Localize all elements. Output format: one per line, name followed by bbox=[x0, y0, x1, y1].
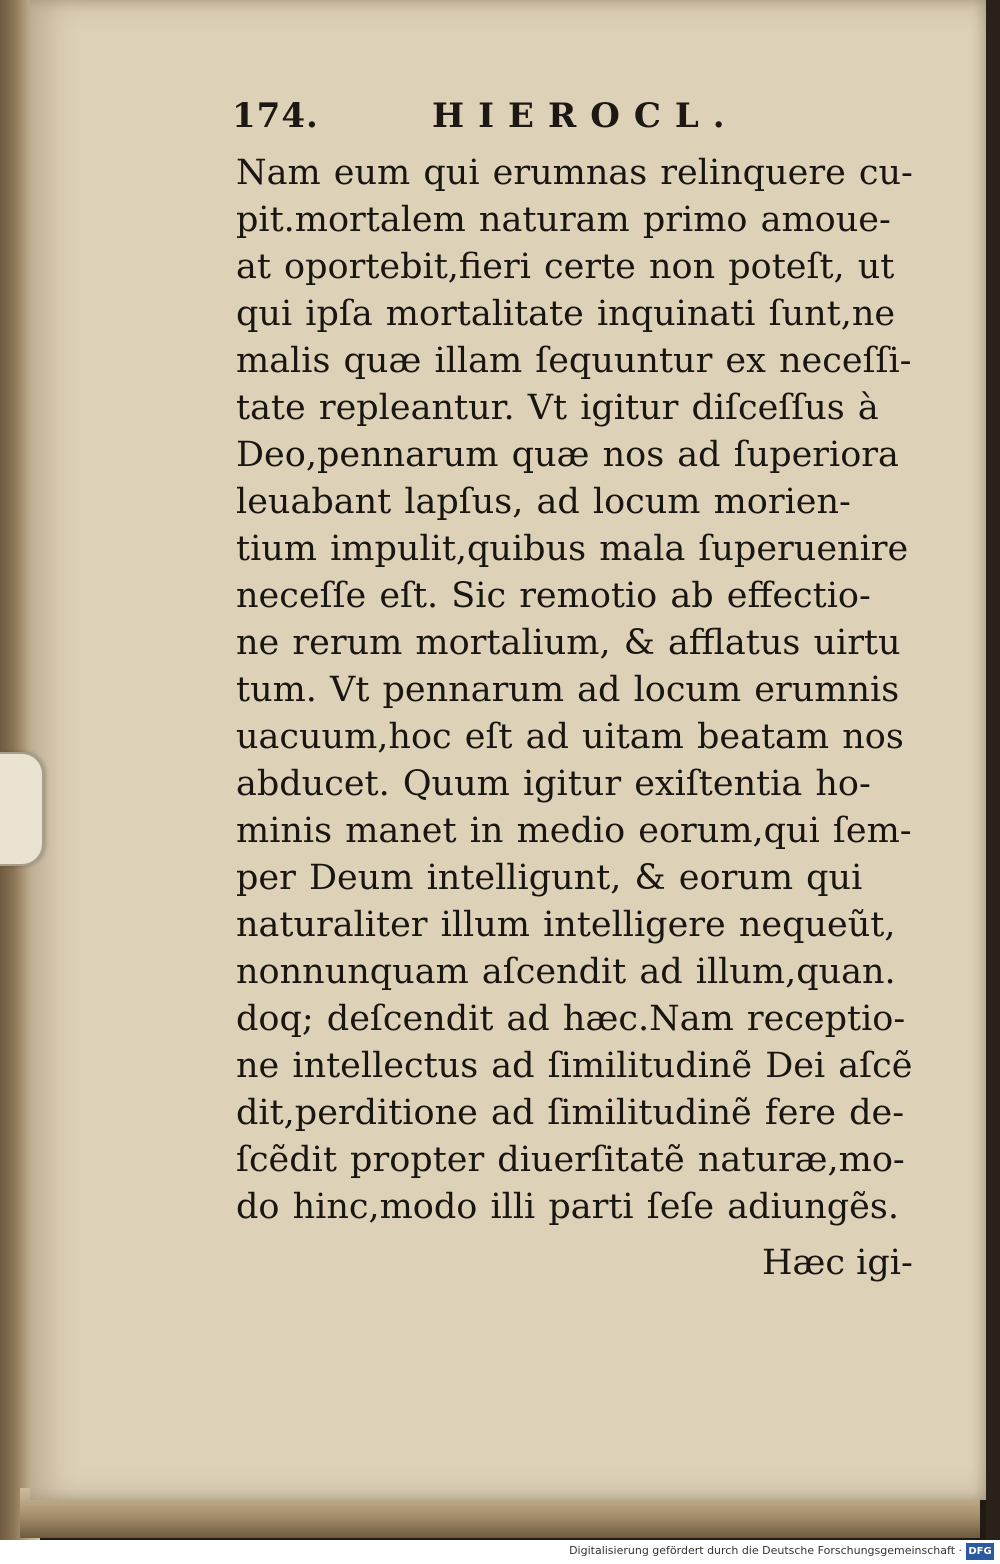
text-line: do hinc,modo illi parti ſeſe adiungẽs. bbox=[236, 1187, 899, 1227]
text-line: Deo,pennarum quæ nos ad ſuperiora bbox=[236, 435, 899, 475]
page-tab bbox=[0, 752, 44, 866]
text-line: Nam eum qui erumnas relinquere cu- bbox=[236, 153, 913, 193]
text-line: ne rerum mortalium, & afflatus uirtu bbox=[236, 623, 901, 663]
text-line: leuabant lapſus, ad locum morien- bbox=[236, 482, 851, 522]
text-line: naturaliter illum intelligere nequeũt, bbox=[236, 905, 896, 945]
running-head bbox=[232, 96, 792, 146]
scan-border-right bbox=[986, 0, 1000, 1540]
text-line: minis manet in medio eorum,qui ſem- bbox=[236, 811, 912, 851]
text-line: at oportebit,fieri certe non poteſt, ut bbox=[236, 247, 895, 287]
body-text bbox=[236, 150, 936, 1231]
page-number: 174. bbox=[232, 96, 319, 136]
text-line: qui ipſa mortalitate inquinati ſunt,ne bbox=[236, 294, 896, 334]
text-line: dit,perditione ad ſimilitudinẽ fere de- bbox=[236, 1093, 905, 1133]
text-line: ſcẽdit propter diuerſitatẽ naturæ,mo- bbox=[236, 1140, 905, 1180]
dfg-logo: DFG bbox=[966, 1543, 994, 1560]
text-line: doq; deſcendit ad hæc.Nam receptio- bbox=[236, 999, 906, 1039]
text-line: abducet. Quum igitur exiſtentia ho- bbox=[236, 764, 871, 804]
text-line: pit.mortalem naturam primo amoue- bbox=[236, 200, 891, 240]
text-line: tate repleantur. Vt igitur diſceſſus à bbox=[236, 388, 879, 428]
text-line: tum. Vt pennarum ad locum erumnis bbox=[236, 670, 900, 710]
text-line: uacuum,hoc eſt ad uitam beatam nos bbox=[236, 717, 904, 757]
text-line: ne intellectus ad ſimilitudinẽ Dei aſcẽ bbox=[236, 1046, 913, 1086]
catchword: Hæc igi- bbox=[762, 1243, 913, 1283]
text-line: neceſſe eſt. Sic remotio ab effectio- bbox=[236, 576, 871, 616]
text-line: nonnunquam aſcendit ad illum,quan. bbox=[236, 952, 896, 992]
running-title: HIEROCL. bbox=[432, 96, 739, 136]
text-line: tium impulit,quibus mala ſuperuenire bbox=[236, 529, 909, 569]
text-line: malis quæ illam ſequuntur ex neceſſi- bbox=[236, 341, 912, 381]
text-line: per Deum intelligunt, & eorum qui bbox=[236, 858, 863, 898]
funding-credit: Digitalisierung gefördert durch die Deutsche Forschungsgemeinschaft · bbox=[569, 1544, 962, 1557]
digitization-footer bbox=[0, 1540, 1000, 1564]
